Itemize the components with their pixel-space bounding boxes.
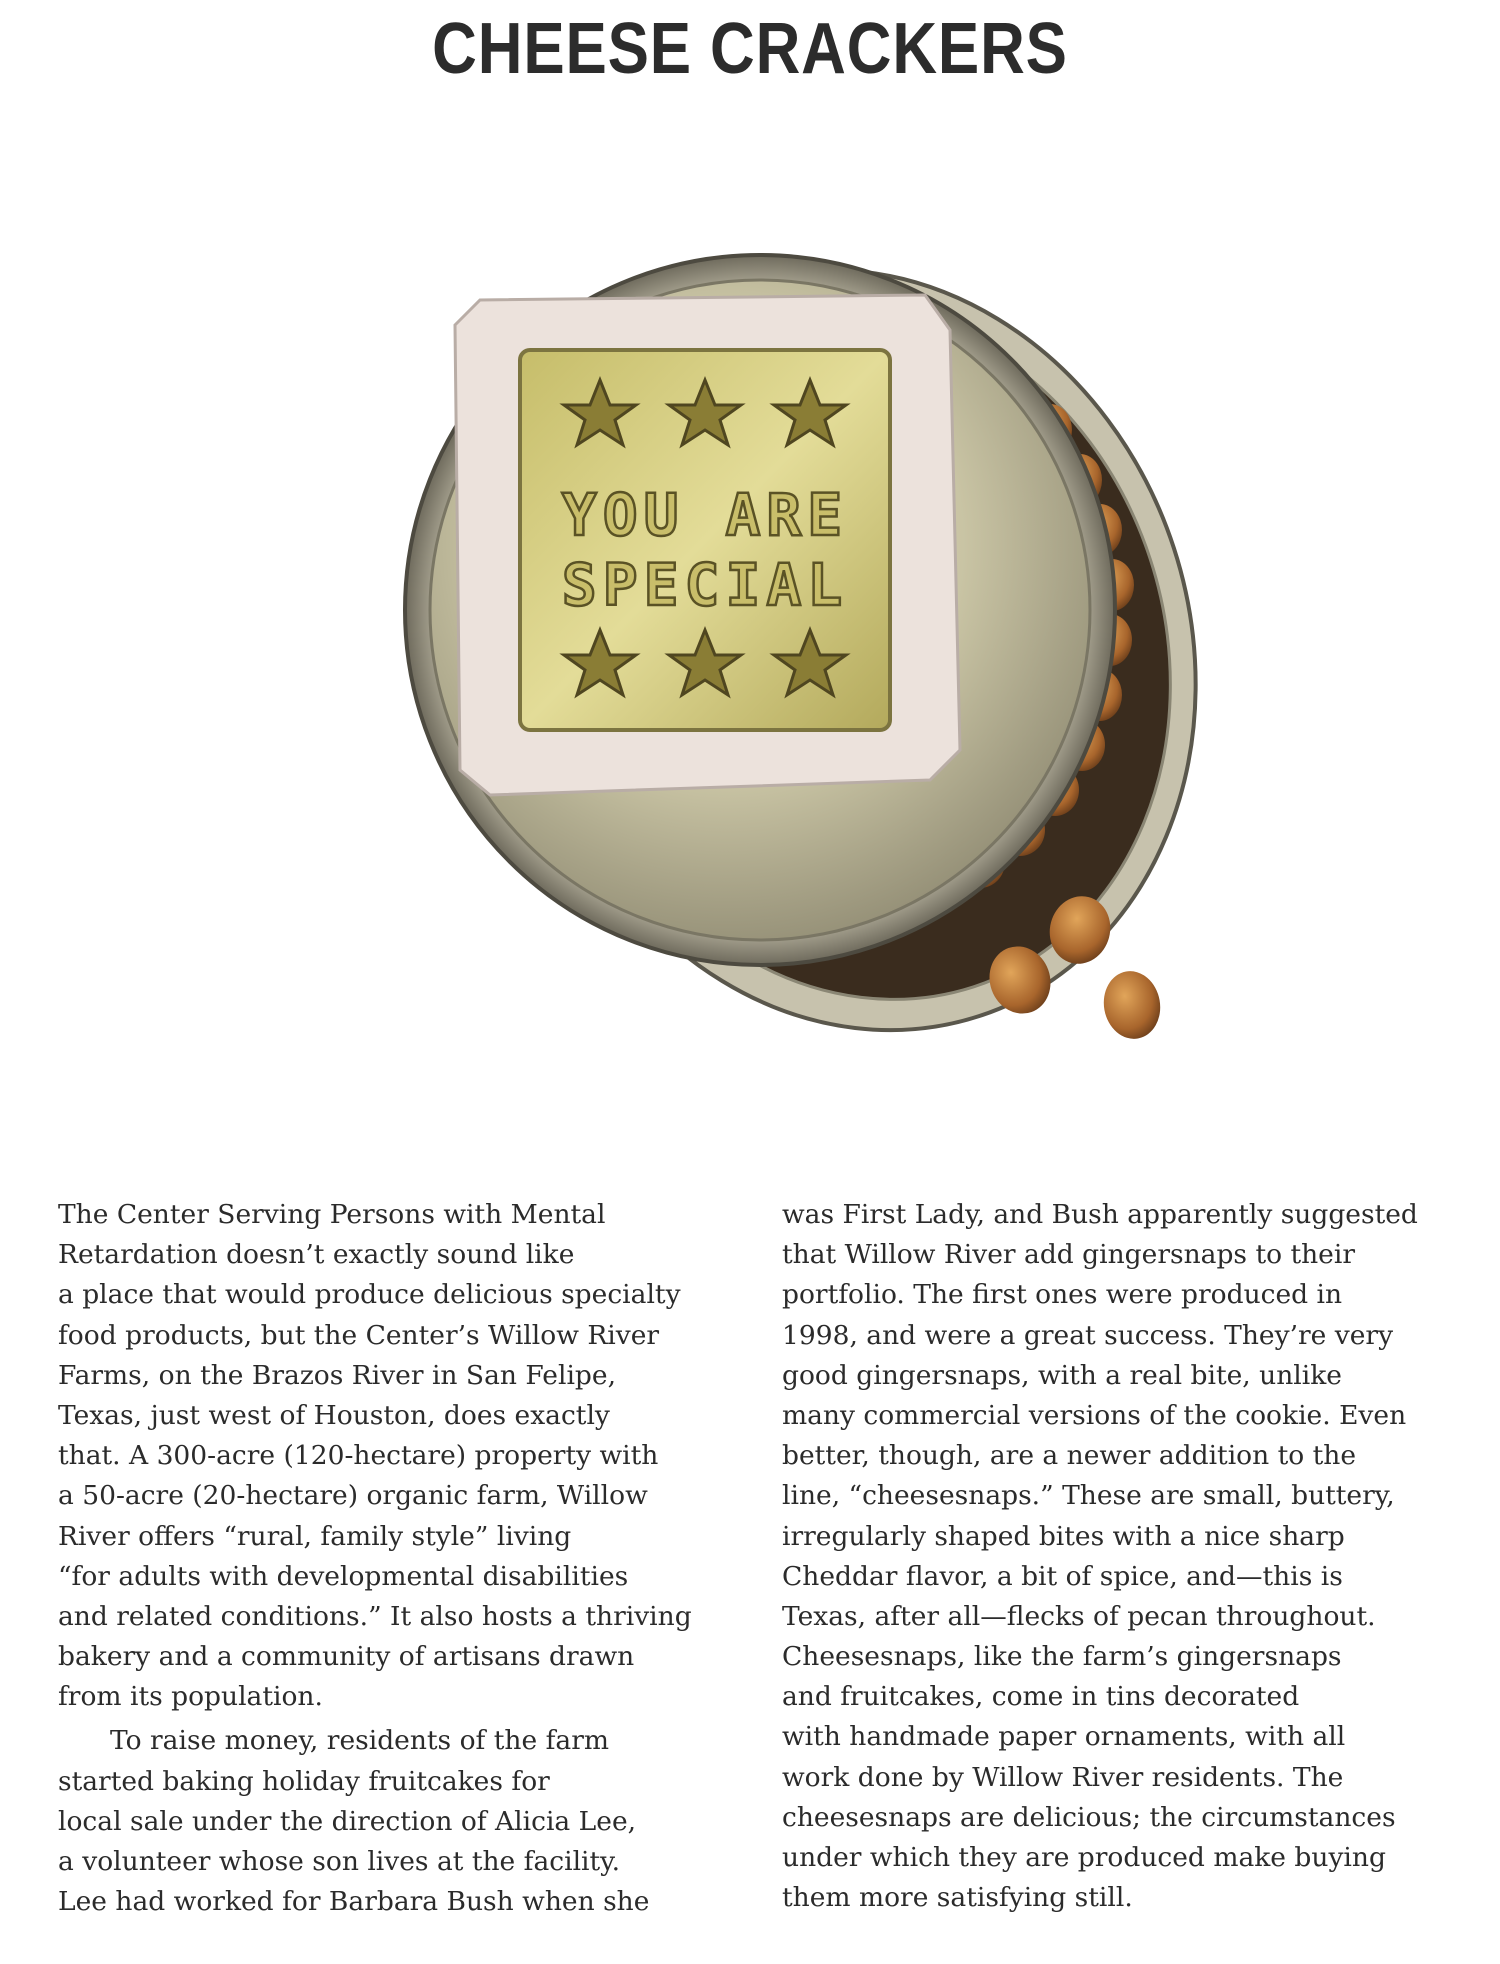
text-line: and related conditions.” It also hosts a thriving [58, 1600, 692, 1632]
page-title: CHEESE CRACKERS [432, 9, 1068, 89]
text-line: many commercial versions of the cookie. Even [782, 1399, 1407, 1431]
text-line: 1998, and were a great success. They’re very [782, 1319, 1394, 1351]
text-line: cheesesnaps are delicious; the circumstances [782, 1801, 1396, 1833]
text-line: started baking holiday fruitcakes for [58, 1765, 550, 1797]
text-line: and fruitcakes, come in tins decorated [782, 1681, 1300, 1713]
text-line: Cheesesnaps, like the farm’s gingersnaps [782, 1641, 1342, 1673]
text-line: local sale under the direction of Alicia Lee, [58, 1805, 637, 1837]
text-line: work done by Willow River residents. The [782, 1761, 1344, 1793]
paragraph-2 [58, 1721, 758, 1922]
text-line: was First Lady, and Bush apparently suggested [782, 1199, 1418, 1230]
text-line: from its population. [58, 1681, 323, 1713]
paragraph-1 [58, 1195, 758, 1717]
left-column [58, 1195, 758, 1922]
text-line: a 50-acre (20-hectare) organic farm, Willow [58, 1480, 648, 1512]
text-line: line, “cheesesnaps.” These are small, buttery, [782, 1480, 1395, 1512]
cracker-tin-illustration [360, 190, 1240, 1090]
text-line: irregularly shaped bites with a nice sharp [782, 1520, 1345, 1552]
plaque-text-line2: SPECIAL [561, 551, 849, 619]
text-line: better, though, are a newer addition to the [782, 1440, 1357, 1472]
text-line: Farms, on the Brazos River in San Felipe, [58, 1359, 617, 1391]
text-line: Texas, after all—flecks of pecan throughout. [782, 1600, 1376, 1632]
text-line: under which they are produced make buying [782, 1842, 1386, 1873]
text-line: Texas, just west of Houston, does exactly [58, 1399, 610, 1431]
text-line: bakery and a community of artisans drawn [58, 1641, 635, 1673]
text-line: To raise money, residents of the farm [110, 1725, 609, 1757]
text-line: them more satisfying still. [782, 1882, 1133, 1914]
text-line: that. A 300-acre (120-hectare) property with [58, 1440, 659, 1472]
text-line: food products, but the Center’s Willow River [58, 1319, 660, 1351]
text-line: portfolio. The first ones were produced in [782, 1279, 1343, 1311]
text-line: Lee had worked for Barbara Bush when she [58, 1886, 650, 1918]
text-line: Retardation doesn’t exactly sound like [58, 1239, 575, 1271]
text-line: River offers “rural, family style” living [58, 1520, 572, 1552]
text-line: that Willow River add gingersnaps to their [782, 1239, 1356, 1271]
plaque-text-line1: YOU ARE [561, 481, 849, 549]
text-line: Cheddar flavor, a bit of spice, and—this is [782, 1560, 1343, 1592]
right-column [782, 1195, 1482, 1918]
text-line: a volunteer whose son lives at the facility. [58, 1846, 621, 1877]
text-line: The Center Serving Persons with Mental [58, 1199, 606, 1230]
text-line: with handmade paper ornaments, with all [782, 1721, 1346, 1753]
text-line: good gingersnaps, with a real bite, unlike [782, 1359, 1342, 1391]
text-line: “for adults with developmental disabilities [58, 1560, 629, 1592]
text-line: a place that would produce delicious specialty [58, 1279, 681, 1311]
